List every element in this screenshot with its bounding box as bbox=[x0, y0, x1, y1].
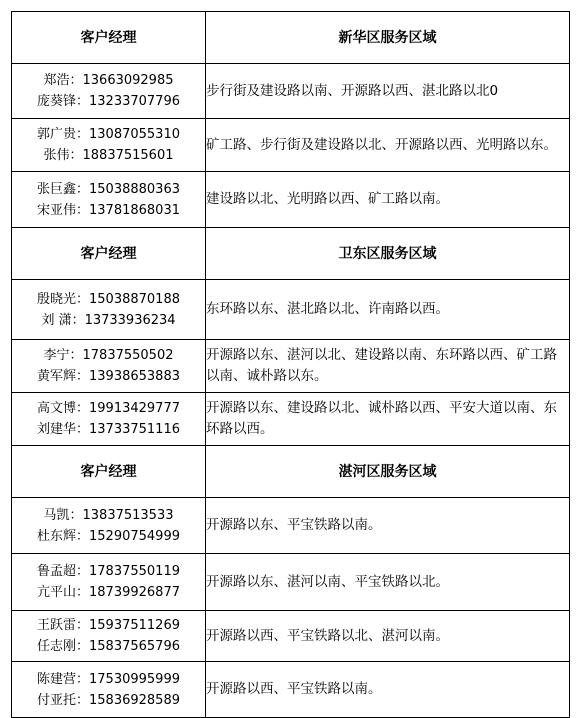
manager-contact: 张巨鑫：15038880363 bbox=[37, 181, 180, 197]
manager-column-header: 客户经理 bbox=[12, 12, 206, 64]
area-cell: 开源路以东、湛河以北、建设路以南、东环路以西、矿工路以南、诚朴路以东。 bbox=[206, 340, 570, 393]
table-row bbox=[12, 119, 570, 172]
manager-contact: 黄军辉：13938653883 bbox=[37, 369, 180, 384]
area-cell: 东环路以东、湛北路以北、许南路以西。 bbox=[206, 280, 570, 340]
area-cell: 步行街及建设路以南、开源路以西、湛北路以北0 bbox=[206, 64, 570, 119]
manager-contact: 刘 潇：13733936234 bbox=[41, 312, 176, 328]
manager-cell bbox=[12, 119, 206, 172]
manager-cell bbox=[12, 393, 206, 446]
manager-cell bbox=[12, 662, 206, 718]
service-area-table bbox=[11, 11, 570, 718]
manager-cell bbox=[12, 172, 206, 228]
area-cell: 开源路以西、平宝铁路以南。 bbox=[206, 662, 570, 718]
table-row bbox=[12, 611, 570, 662]
area-cell: 建设路以北、光明路以西、矿工路以南。 bbox=[206, 172, 570, 228]
manager-contact: 殷晓光：15038870188 bbox=[37, 291, 180, 307]
manager-contact: 马凯：13837513533 bbox=[43, 507, 174, 523]
manager-contact: 杜东辉：15290754999 bbox=[37, 528, 180, 544]
manager-cell bbox=[12, 554, 206, 611]
area-cell: 开源路以西、平宝铁路以北、湛河以南。 bbox=[206, 611, 570, 662]
manager-contact: 亢平山：18739926877 bbox=[37, 585, 180, 600]
table-row bbox=[12, 393, 570, 446]
table-row bbox=[12, 280, 570, 340]
area-cell: 开源路以东、平宝铁路以南。 bbox=[206, 498, 570, 554]
manager-cell bbox=[12, 611, 206, 662]
table-row bbox=[12, 64, 570, 119]
area-column-header: 卫东区服务区域 bbox=[206, 228, 570, 280]
manager-contact: 任志刚：15837565796 bbox=[37, 639, 180, 654]
section-header-zhanhe bbox=[12, 446, 570, 498]
area-cell: 开源路以东、建设路以北、诚朴路以西、平安大道以南、东环路以西。 bbox=[206, 393, 570, 446]
manager-column-header: 客户经理 bbox=[12, 446, 206, 498]
section-header-xinhua bbox=[12, 12, 570, 64]
table-row bbox=[12, 172, 570, 228]
manager-contact: 宋亚伟：13781868031 bbox=[37, 202, 180, 218]
table-row bbox=[12, 554, 570, 611]
table-row bbox=[12, 662, 570, 718]
manager-contact: 付亚托：15836928589 bbox=[37, 692, 180, 708]
manager-contact: 郭广贵：13087055310 bbox=[37, 127, 180, 142]
manager-contact: 鲁孟超：17837550119 bbox=[37, 564, 180, 579]
manager-cell bbox=[12, 340, 206, 393]
manager-contact: 郑浩：13663092985 bbox=[43, 73, 174, 88]
manager-contact: 张伟：18837515601 bbox=[43, 148, 174, 163]
manager-contact: 李宁：17837550502 bbox=[43, 348, 174, 363]
manager-contact: 陈建营：17530995999 bbox=[37, 671, 180, 687]
manager-cell bbox=[12, 498, 206, 554]
area-column-header: 新华区服务区域 bbox=[206, 12, 570, 64]
manager-contact: 刘建华：13733751116 bbox=[37, 422, 180, 437]
section-header-weidong bbox=[12, 228, 570, 280]
area-cell: 开源路以东、湛河以南、平宝铁路以北。 bbox=[206, 554, 570, 611]
area-column-header: 湛河区服务区域 bbox=[206, 446, 570, 498]
manager-cell bbox=[12, 64, 206, 119]
manager-cell bbox=[12, 280, 206, 340]
area-cell: 矿工路、步行街及建设路以北、开源路以西、光明路以东。 bbox=[206, 119, 570, 172]
manager-contact: 王跃雷：15937511269 bbox=[37, 618, 180, 633]
manager-column-header: 客户经理 bbox=[12, 228, 206, 280]
table-row bbox=[12, 498, 570, 554]
table-row bbox=[12, 340, 570, 393]
manager-contact: 庞葵锋：13233707796 bbox=[37, 94, 180, 109]
manager-contact: 高文博：19913429777 bbox=[37, 401, 180, 416]
